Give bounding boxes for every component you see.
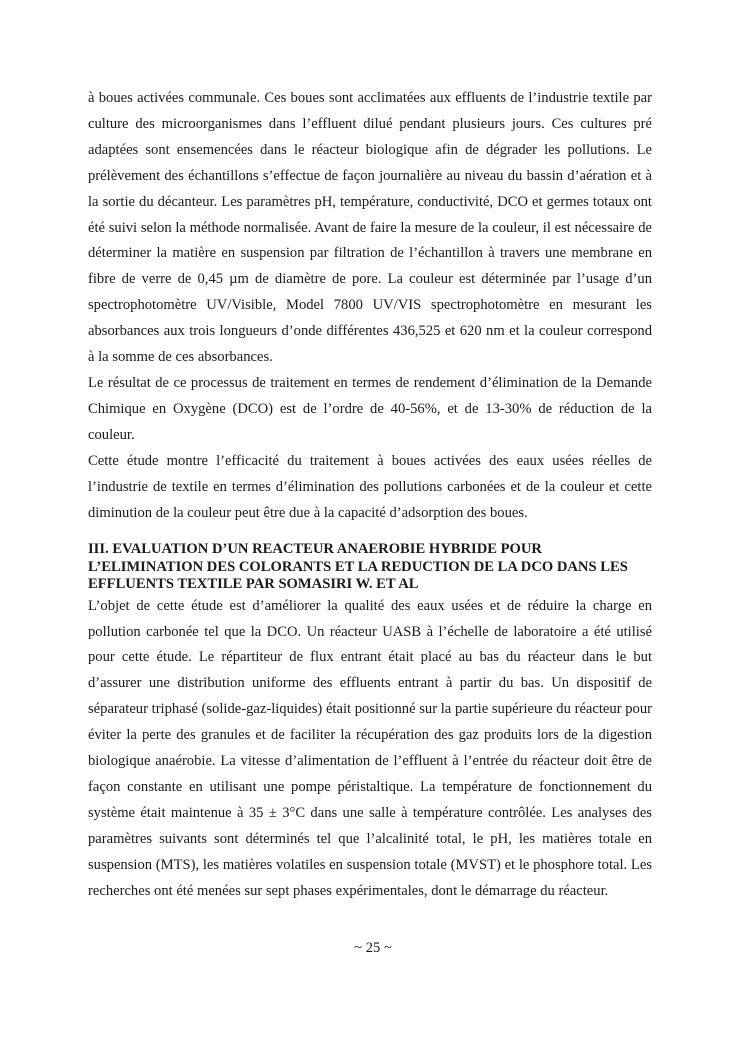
paragraph-activated-sludge-method: à boues activées communale. Ces boues sont acclimatées aux effluents de l’industrie textile par culture des microorganismes dans l’effluent dilué pendant plusieurs jours. Ces cultures pré adaptées sont ensemencées dans le réacteur biologique afin de dégrader les pollutions. Le prélèvement des échantillons s’effectue de façon journalière au niveau du bassin d’aération et à la sortie du décanteur. Les paramètres pH, température, conductivité, DCO et germes totaux ont été suivi selon la méthode normalisée. Avant de faire la mesure de la couleur, il est nécessaire de déterminer la matière en suspension par filtration de l’échantillon à travers une membrane en fibre de verre de 0,45 µm de diamètre de pore. La couleur est déterminée par l’usage d’un spectrophotomètre UV/Visible, Model 7800 UV/VIS spectrophotomètre en mesurant les absorbances aux trois longueurs d’onde différentes 436,525 et 620 nm et la couleur correspond à la somme de ces absorbances. bbox=[88, 90, 652, 366]
paragraph-study-conclusion: Cette étude montre l’efficacité du traitement à boues activées des eaux usées réelles de l’industrie de textile en termes d’élimination des pollutions carbonées et de la couleur et cette diminution de la couleur peut être due à la capacité d’adsorption des boues. bbox=[88, 452, 652, 521]
paragraph-treatment-results: Le résultat de ce processus de traitement en termes de rendement d’élimination de la Demande Chimique en Oxygène (DCO) est de l’ordre de 40-56%, et de 13-30% de réduction de la couleur. bbox=[88, 374, 652, 443]
section-heading-line: L’ELIMINATION DES COLORANTS ET LA REDUCTION DE LA DCO DANS LES bbox=[88, 558, 628, 575]
page-number: ~ 25 ~ bbox=[354, 940, 392, 956]
section-heading bbox=[88, 541, 652, 593]
document-page bbox=[88, 86, 652, 905]
paragraph-uasb-reactor-study: L’objet de cette étude est d’améliorer la qualité des eaux usées et de réduire la charge en pollution carbonée tel que la DCO. Un réacteur UASB à l’échelle de laboratoire a été utilisé pour cette étude. Le répartiteur de flux entrant était placé au bas du réacteur dans le but d’assurer une distribution uniforme des effluents entrant à partir du bas. Un dispositif de séparateur triphasé (solide-gaz-liquides) était positionné sur la partie supérieure du réacteur pour éviter la perte des granules et de faciliter la récupération des gaz produits lors de la digestion biologique anaérobie. La vitesse d’alimentation de l’effluent à l’entrée du réacteur doit être de façon constante en utilisant une pompe péristaltique. La température de fonctionnement du système était maintenue à 35 ± 3°C dans une salle à température contrôlée. Les analyses des paramètres suivants sont déterminés tel que l’alcalinité total, le pH, les matières totale en suspension (MTS), les matières volatiles en suspension totale (MVST) et le phosphore total. Les recherches ont été menées sur sept phases expérimentales, dont le démarrage du réacteur. bbox=[88, 597, 652, 899]
section-heading-line: III. EVALUATION D’UN REACTEUR ANAEROBIE HYBRIDE POUR bbox=[88, 541, 542, 558]
section-heading-line: EFFLUENTS TEXTILE PAR SOMASIRI W. ET AL bbox=[88, 576, 419, 593]
